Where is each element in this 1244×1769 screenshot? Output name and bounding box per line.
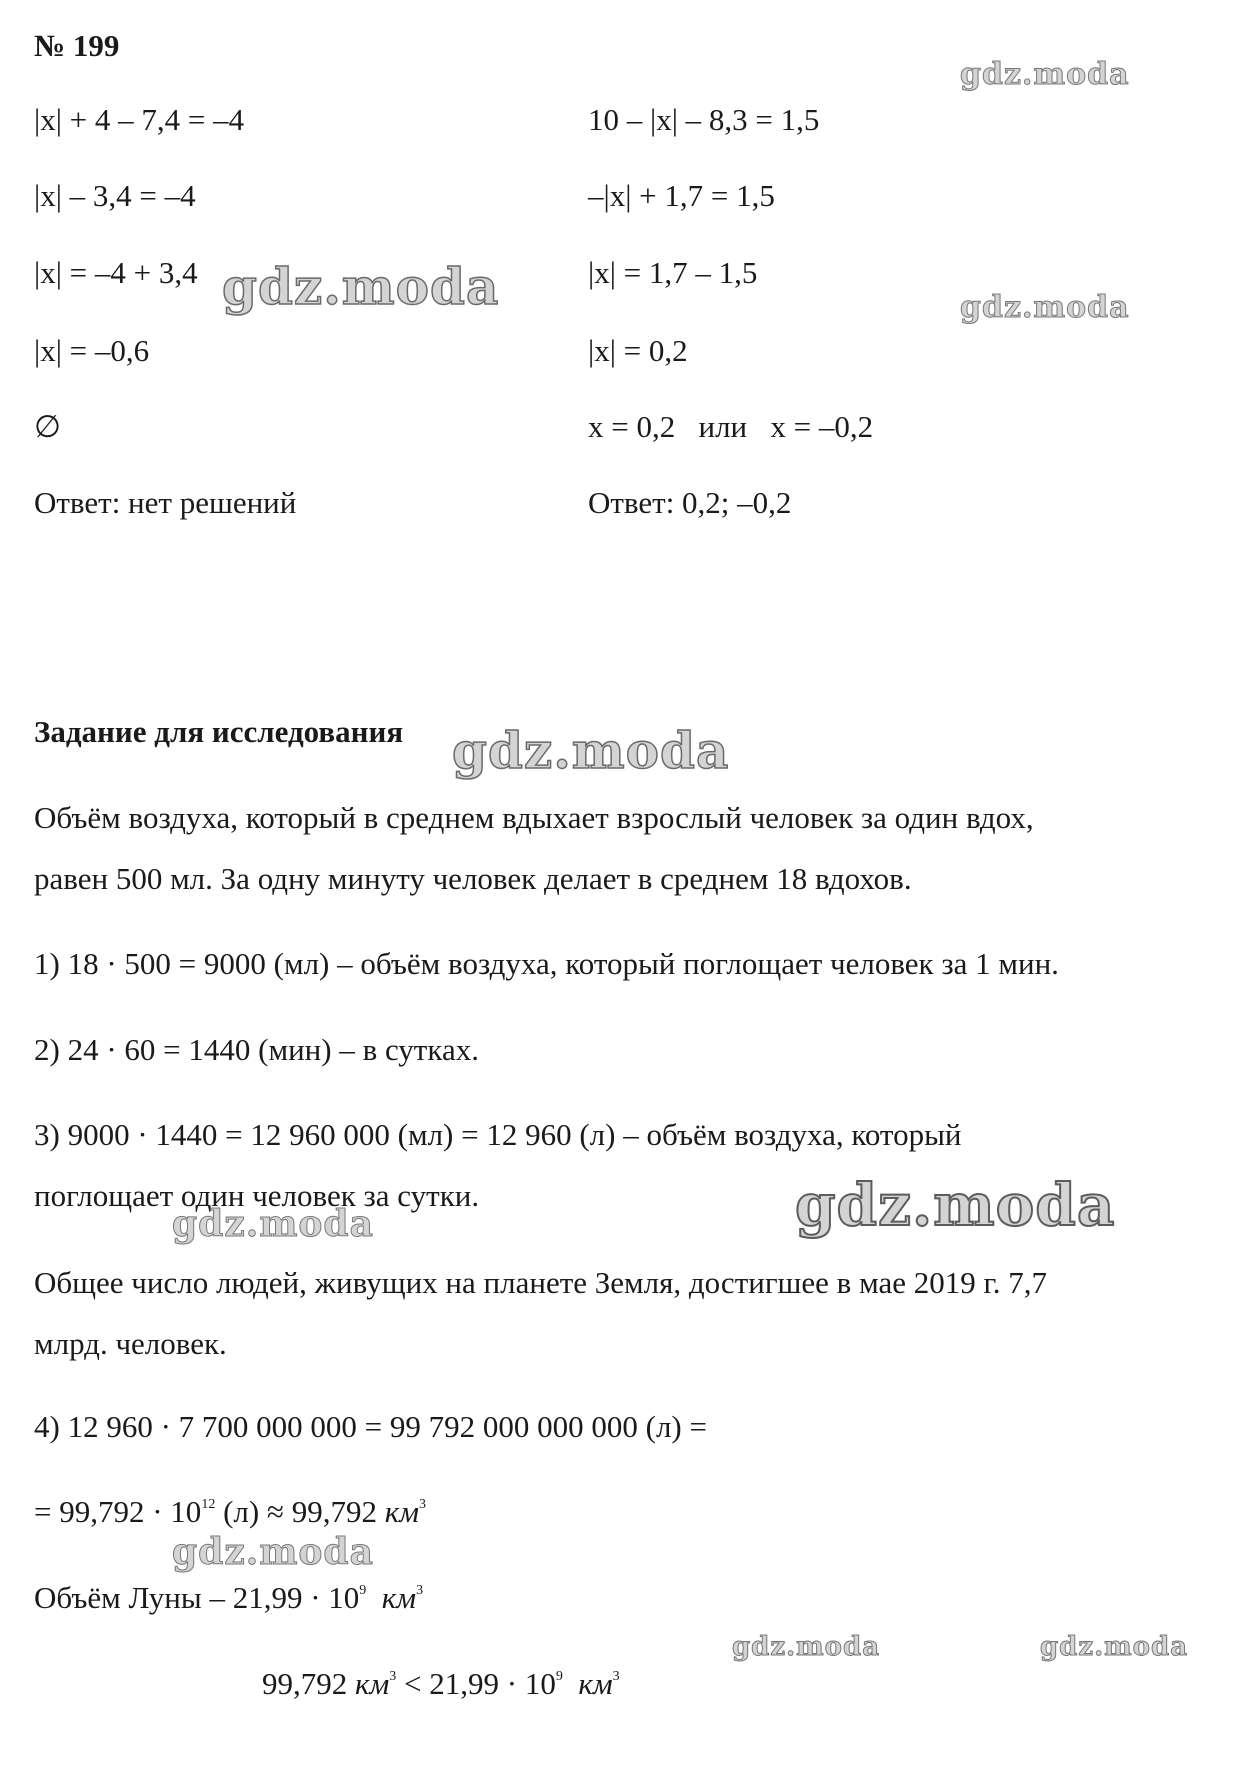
step-3-line-2: поглощает один человек за сутки.: [34, 1178, 480, 1213]
comparison-power: 9: [555, 1669, 563, 1684]
left-line-4: |x| = –0,6: [34, 333, 150, 368]
left-line-2: |x| – 3,4 = –4: [34, 178, 196, 213]
result-power: 12: [201, 1497, 216, 1512]
moon-power: 9: [359, 1583, 367, 1598]
right-line-5: x = 0,2 или x = –0,2: [588, 409, 874, 444]
result-middle: (л) ≈ 99,792: [215, 1494, 385, 1529]
result-line: [34, 1496, 426, 1527]
left-line-1: |x| + 4 – 7,4 = –4: [34, 102, 245, 137]
population-line-1: Общее число людей, живущих на планете Земля, достигшее в мае 2019 г. 7,7: [34, 1265, 1047, 1300]
left-line-3: |x| = –4 + 3,4: [34, 255, 198, 290]
right-line-2: –|x| + 1,7 = 1,5: [588, 178, 775, 213]
step-2: 2) 24 · 60 = 1440 (мин) – в сутках.: [34, 1032, 479, 1067]
task-number: № 199: [34, 28, 120, 63]
watermark: gdz.moda: [960, 57, 1130, 92]
moon-unit-power: 3: [416, 1583, 424, 1598]
comparison-line: [262, 1668, 620, 1699]
right-line-1: 10 – |x| – 8,3 = 1,5: [588, 102, 820, 137]
intro-line-1: Объём воздуха, который в среднем вдыхает взрослый человек за один вдох,: [34, 800, 1034, 835]
watermark: gdz.moda: [172, 1531, 374, 1573]
right-line-4: |x| = 0,2: [588, 333, 688, 368]
comparison-unit-2: км: [578, 1666, 613, 1701]
watermark: gdz.moda: [452, 721, 730, 780]
population-line-2: млрд. человек.: [34, 1326, 227, 1361]
result-unit: км: [384, 1494, 419, 1529]
moon-prefix: Объём Луны – 21,99 · 10: [34, 1580, 360, 1615]
comparison-middle: < 21,99 · 10: [396, 1666, 556, 1701]
comparison-unit: км: [355, 1666, 390, 1701]
step-1: 1) 18 · 500 = 9000 (мл) – объём воздуха, который поглощает человек за 1 мин.: [34, 946, 1059, 981]
watermark: gdz.moda: [222, 257, 500, 316]
empty-set-symbol: ∅: [34, 409, 62, 444]
step-4: 4) 12 960 · 7 700 000 000 = 99 792 000 000 000 (л) =: [34, 1409, 707, 1444]
moon-unit: км: [381, 1580, 417, 1615]
moon-line: [34, 1582, 423, 1613]
right-answer: Ответ: 0,2; –0,2: [588, 485, 792, 520]
comparison-unit-power: 3: [389, 1669, 397, 1684]
result-unit-power: 3: [419, 1497, 426, 1512]
watermark: gdz.moda: [732, 1632, 881, 1662]
result-prefix: = 99,792 · 10: [34, 1494, 202, 1529]
watermark: gdz.moda: [960, 290, 1130, 325]
step-3-line-1: 3) 9000 · 1440 = 12 960 000 (мл) = 12 960 (л) – объём воздуха, который: [34, 1117, 962, 1152]
watermark: gdz.moda: [172, 1203, 374, 1245]
research-title: Задание для исследования: [34, 714, 404, 749]
watermark: gdz.moda: [795, 1171, 1116, 1239]
comparison-left: 99,792: [262, 1666, 355, 1701]
watermark: gdz.moda: [1040, 1632, 1189, 1662]
intro-line-2: равен 500 мл. За одну минуту человек делает в среднем 18 вдохов.: [34, 861, 912, 896]
left-answer: Ответ: нет решений: [34, 485, 297, 520]
comparison-unit-2-power: 3: [612, 1669, 620, 1684]
right-line-3: |x| = 1,7 – 1,5: [588, 255, 758, 290]
